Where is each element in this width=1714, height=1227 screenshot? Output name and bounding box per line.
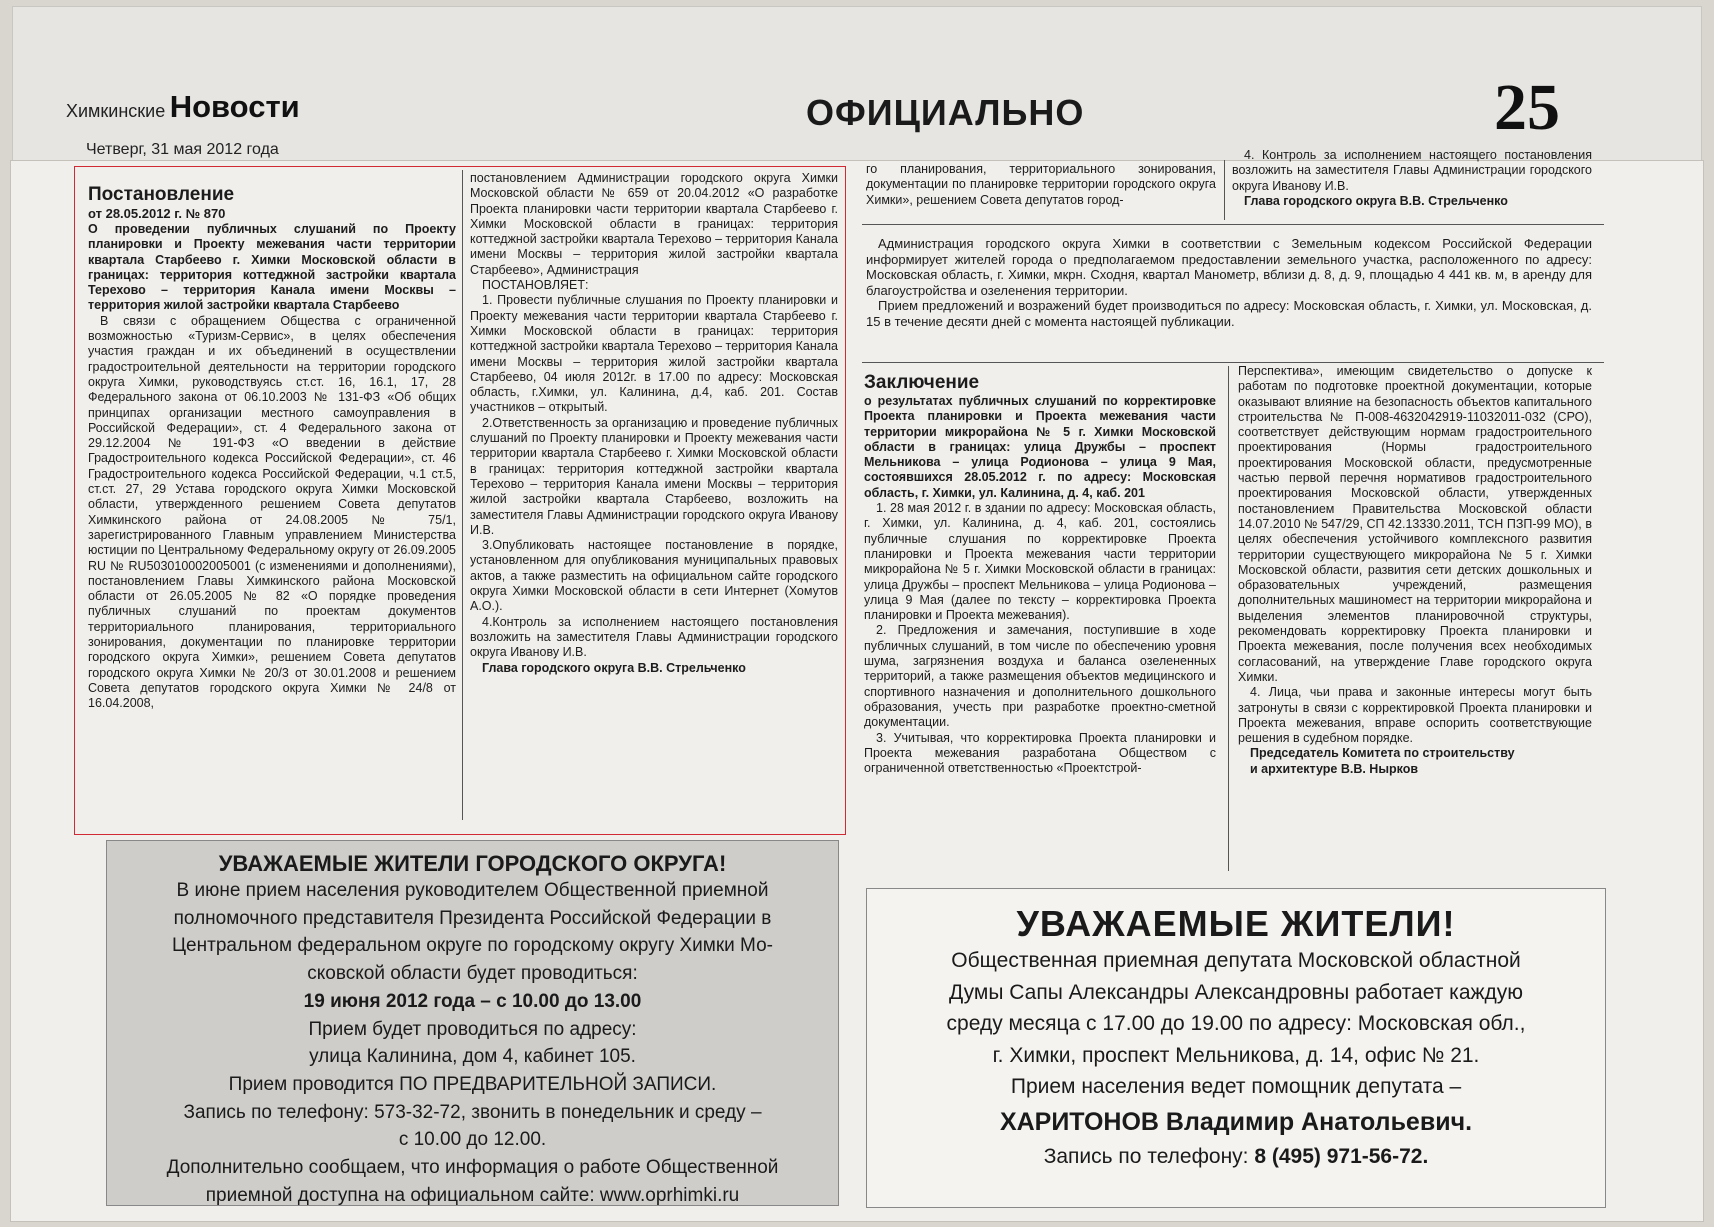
notice2-line: Думы Сапы Александры Александровны работает каждую <box>948 980 1524 1004</box>
decree-intro: В связи с обращением Общества с ограниченной возможностью «Туризм-Сервис», в целях обеспечения участия граждан и их объединений в осуществлении градостроительной деятельности на территории городского округа Химки, руководствуясь ст.ст. 16, 16.1, 17, 28 Федерального закона от 06.10.2003 № 131-ФЗ «Об общих принципах организации местного самоуправления в Российской Федерации», ст. 4 Федерального закона от 29.12.2004 № 191-ФЗ «О введении в действие Градостроительного кодекса Российской Федерации», ст. 46 Градостроительного кодекса Российской Федерации, ч.1 ст.5, ст.ст. 27, 29 Устава городского округа Химки Московской области, утвержденного решением Совета депутатов Химкинского района от 24.08.2005 № 75/1, зарегистрированного Главным управлением Министерства юстиции по Центральному Федеральному округу от 26.09.2005 RU № RU503010002005001 (с изменениями и дополнениями), постановлением Главы Химкинского района Московской области от 26.05.2005 № 82 «О порядке проведения публичных слушаний по проектам документов территориального планирования, территориального зонирования, документации по планировке территории городского округа Химки», решением Совета депутатов городского округа Химки № 20/3 от 30.01.2008 и решением Совета депутатов городского округа Химки № 24/8 от 16.04.2008, <box>88 313 456 711</box>
section-divider <box>862 224 1604 225</box>
conclusion-p1: 1. 28 мая 2012 г. в здании по адресу: Московская область, г. Химки, ул. Калинина, д. 4, каб. 201, состоялись публичные слушания по корректировке Проекта планировки и Проекта межевания части территории микрорайона № 5 г. Химки Московской области в границах: улица Дружбы – проспект Мельникова – улица Родионова – улица 9 Мая (далее по тексту – корректировка Проекта планировки и Проекта межевания). <box>864 501 1216 623</box>
conclusion-column-2 <box>1238 364 1592 876</box>
decree-subject: О проведении публичных слушаний по Проекту планировки и Проекту межевания части территории квартала Старбеево г. Химки Московской области в границах: территория коттеджной застройки квартала Терехово – территория Канала имени Москвы – территория жилой застройки квартала Старбеево <box>88 222 456 313</box>
decree-item-2: 2.Ответственность за организацию и проведение публичных слушаний по Проекту планировки и Проекту межевания части территории квартала Старбеево г. Химки Московской области в границах: территория коттеджной застройки квартала Терехово – территория Канала имени Москвы – территория жилой застройки квартала Старбеево, возложить на заместителя Главы Администрации городского округа Иванову И.В. <box>470 415 838 537</box>
continuation-column-b <box>1232 148 1592 212</box>
conclusion-column-1 <box>864 372 1216 876</box>
column-divider <box>462 170 463 820</box>
logo-small-text: Химкинские <box>66 101 166 121</box>
decree-column-2 <box>470 171 838 827</box>
notice2-line: среду месяца с 17.00 до 19.00 по адресу: Московская обл., <box>946 1012 1526 1035</box>
continuation-column-a <box>866 162 1216 212</box>
decree-signature: Глава городского округа В.В. Стрельченко <box>482 660 746 675</box>
notice-line: сковской области будет проводиться: <box>307 963 638 985</box>
land-notice-p1: Администрация городского округа Химки в соответствии с Земельным кодексом Российской Федерации информирует жителей города о предполагаемом предоставлении земельного участка, расположенного по адресу: Московская область, г. Химки, мкрн. Сходня, квартал Манометр, вблизи д. 8, д. 9, площадью 4 441 кв. м, в аренду для благоустройства и озеленения территории. <box>866 236 1592 298</box>
notice-line: В июне прием населения руководителем Общественной приемной <box>176 880 769 901</box>
notice2-line: Прием населения ведет помощник депутата – <box>1010 1075 1462 1098</box>
notice-line: с 10.00 до 12.00. <box>398 1129 547 1151</box>
notice-line: Запись по телефону: 573-32-72, звонить в понедельник и среду – <box>183 1101 762 1123</box>
logo-big-text: Новости <box>169 89 300 124</box>
decree-column-1 <box>88 184 456 824</box>
conclusion-signature-1: Председатель Комитета по строительству <box>1250 746 1515 761</box>
decree-number: от 28.05.2012 г. № 870 <box>88 206 226 221</box>
notice2-title: УВАЖАЕМЫЕ ЖИТЕЛИ! <box>1016 903 1456 944</box>
notice-line: улица Калинина, дом 4, кабинет 105. <box>309 1046 636 1068</box>
conclusion-title: Заключение <box>864 372 980 393</box>
continuation-text-b: 4. Контроль за исполнением настоящего постановления возложить на заместителя Главы Администрации городского округа Иванову И.В. <box>1232 148 1592 193</box>
notice-title: УВАЖАЕМЫЕ ЖИТЕЛИ ГОРОДСКОГО ОКРУГА! <box>218 851 727 876</box>
notice2-phone-line <box>867 1141 1605 1173</box>
decree-item-3: 3.Опубликовать настоящее постановление в порядке, установленном для опубликования муниципальных правовых актов, а также разместить на официальном сайте городского округа Химки Московской области в сети Интернет (Хомутов А.О.). <box>470 538 838 614</box>
conclusion-p4: 4. Лица, чьи права и законные интересы могут быть затронуты в связи с корректировкой Проекта планировки и Проекта межевания, вправе оспорить соответствующие решения в судебном порядке. <box>1238 685 1592 746</box>
conclusion-p2: 2. Предложения и замечания, поступившие в ходе публичных слушаний, в том числе по обеспечению уровня шума, загрязнения воздуха и баланса озелененных территорий, а также размещения объектов медицинского и спортивного назначения и дополнительного дошкольного образования, учесть при разработке проектно-сметной документации. <box>864 623 1216 730</box>
land-notice-p2: Прием предложений и возражений будет производиться по адресу: Московская область, г. Химки, ул. Московская, д. 15 в течение десяти дней с момента настоящей публикации. <box>866 298 1592 329</box>
notice-line: полномочного представителя Президента Российской Федерации в <box>173 907 772 929</box>
decree-resolves: ПОСТАНОВЛЯЕТ: <box>482 278 589 293</box>
notice2-assistant-name: ХАРИТОНОВ Владимир Анатольевич. <box>999 1107 1473 1136</box>
conclusion-p3: 3. Учитывая, что корректировка Проекта планировки и Проекта межевания разработана Обществом с ограниченной ответственностью «Проектстрой- <box>864 730 1216 776</box>
conclusion-col2-p3: Перспектива», имеющим свидетельство о допуске к работам по подготовке проектной документации, которые оказывают влияние на безопасность объектов капитального строительства № П-008-4632042919-11032011-032 (СРО), соответствует действующим нормам градостроительного проектирования (Нормы градостроительного проектирования Московской области, предусмотренные частью первой перечня нормативов градостроительного проектирования Московской области, утвержденных постановлением Правительства Московской области 14.07.2010 № 547/29, СП 42.13330.2011, ТСН ПЗП-99 МО), в целях обеспечения устойчивого комплексного развития территории существующего микрорайона № 5 г. Химки Московской области, развития сети детских дошкольных и образовательных учреждений, размещения дополнительных машиномест на территории микрорайона и выделения элементов планировочной структуры, рекомендовать корректировку Проекта планировки и Проекта межевания, после получения всех необходимых согласований, на утверждение Главе городского округа Химки. <box>1238 364 1592 684</box>
notice-line: Прием проводится ПО ПРЕДВАРИТЕЛЬНОЙ ЗАПИСИ. <box>228 1073 717 1095</box>
newspaper-logo <box>66 89 300 125</box>
notice-deputy-reception <box>866 888 1606 1208</box>
notice-date-time: 19 июня 2012 года – с 10.00 до 13.00 <box>303 990 642 1012</box>
notice-line: Центральном федеральном округе по городскому округу Химки Мо- <box>172 935 773 957</box>
issue-date: Четверг, 31 мая 2012 года <box>86 141 279 158</box>
notice2-line: Общественная приемная депутата Московской областной <box>951 949 1521 972</box>
continuation-text-a: го планирования, территориального зонирования, документации по планировке территории городского округа Химки», решением Совета депутатов город- <box>866 162 1216 207</box>
decree-item-1: 1. Провести публичные слушания по Проекту планировки и Проекту межевания части территории квартала Старбеево г. Химки Московской области в границах: территория коттеджной застройки квартала Терехово – территория Канала имени Москвы – территория жилой застройки квартала Старбеево, 04 июля 2012г. в 17.00 по адресу: Московская область, г.Химки, ул. Калинина, д.4, каб. 201. Состав участников – открытый. <box>470 293 838 415</box>
section-title: ОФИЦИАЛЬНО <box>806 92 1085 133</box>
notice-line: Прием будет проводиться по адресу: <box>308 1018 637 1040</box>
decree-col2-intro: постановлением Администрации городского округа Химки Московской области № 659 от 20.04.2012 «О разработке Проекта планировки части территории квартала Старбеево г. Химки Московской области в границах: территория коттеджной застройки квартала Терехово – территория Канала имени Москвы – территория жилой застройки квартала Старбеево», Администрация <box>470 171 838 277</box>
conclusion-signature-2: и архитектуре В.В. Нырков <box>1250 761 1419 776</box>
notice-line: приемной доступна на официальном сайте: www.oprhimki.ru <box>205 1184 740 1206</box>
section-divider <box>862 362 1604 363</box>
decree-title: Постановление <box>88 184 235 205</box>
notice2-phone-number: 8 (495) 971-56-72. <box>1254 1144 1429 1168</box>
column-divider <box>1228 366 1229 871</box>
decree-item-4: 4.Контроль за исполнением настоящего постановления возложить на заместителя Главы Администрации городского округа Иванову И.В. <box>470 614 838 660</box>
page-number: 25 <box>1494 71 1560 144</box>
continuation-signature: Глава городского округа В.В. Стрельченко <box>1244 193 1508 208</box>
notice-line: Дополнительно сообщаем, что информация о работе Общественной <box>166 1157 779 1179</box>
notice-public-reception <box>106 840 839 1206</box>
conclusion-subject: о результатах публичных слушаний по корректировке Проекта планировки и Проекта межевания части территории микрорайона № 5 г. Химки Московской области в границах: улица Дружбы – проспект Мельникова – улица Родионова – улица 9 Мая, состоявшихся 28.05.2012 г. по адресу: Московская область, г. Химки, ул. Калинина, д. 4, каб. 201 <box>864 394 1216 500</box>
column-divider <box>1224 160 1225 220</box>
notice2-line: г. Химки, проспект Мельникова, д. 14, офис № 21. <box>992 1043 1480 1067</box>
land-notice <box>866 236 1592 356</box>
notice2-phone-label: Запись по телефону: <box>1043 1144 1249 1168</box>
